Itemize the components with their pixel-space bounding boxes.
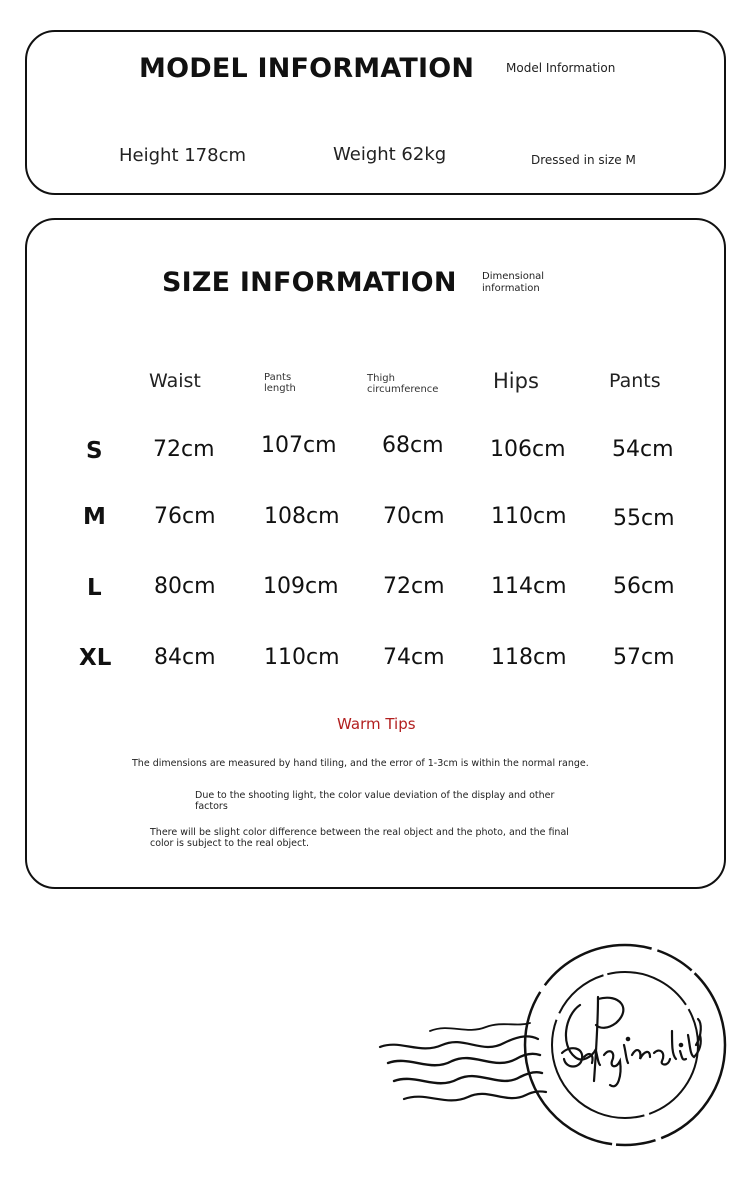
table-cell: 84cm bbox=[154, 645, 216, 670]
table-cell: 118cm bbox=[491, 645, 567, 670]
table-cell: 109cm bbox=[263, 574, 339, 599]
table-cell: 110cm bbox=[264, 645, 340, 670]
table-cell: 68cm bbox=[382, 433, 444, 458]
model-information-card bbox=[25, 30, 726, 195]
table-cell: 56cm bbox=[613, 574, 675, 599]
size-info-title: SIZE INFORMATION bbox=[162, 267, 457, 298]
col-header-pants-length: Pants length bbox=[264, 372, 296, 394]
size-label-m: M bbox=[83, 504, 106, 530]
signature-script bbox=[562, 997, 701, 1086]
model-info-subtitle: Model Information bbox=[506, 61, 616, 75]
table-cell: 55cm bbox=[613, 506, 675, 531]
size-label-l: L bbox=[87, 575, 102, 601]
postmark-wave-lines bbox=[380, 1023, 546, 1100]
table-cell: 107cm bbox=[261, 433, 337, 458]
table-cell: 70cm bbox=[383, 504, 445, 529]
size-info-subtitle: Dimensional information bbox=[482, 271, 545, 294]
model-dressed-size: Dressed in size M bbox=[531, 153, 636, 167]
col-header-hips: Hips bbox=[493, 369, 539, 393]
tip-item: The dimensions are measured by hand tiling, and the error of 1-3cm is within the normal range. bbox=[132, 758, 589, 769]
table-cell: 114cm bbox=[491, 574, 567, 599]
model-weight: Weight 62kg bbox=[333, 144, 447, 165]
model-info-title: MODEL INFORMATION bbox=[139, 53, 475, 84]
tip-item: There will be slight color difference between the real object and the photo, and the final color is subject to the real object. bbox=[150, 827, 569, 849]
col-header-thigh: Thigh circumference bbox=[367, 373, 439, 395]
table-cell: 74cm bbox=[383, 645, 445, 670]
table-cell: 72cm bbox=[153, 437, 215, 462]
table-cell: 76cm bbox=[154, 504, 216, 529]
originality-stamp bbox=[370, 935, 730, 1155]
table-cell: 72cm bbox=[383, 574, 445, 599]
size-label-s: S bbox=[86, 438, 103, 464]
tip-item: Due to the shooting light, the color value deviation of the display and other factors bbox=[195, 790, 555, 812]
table-cell: 57cm bbox=[613, 645, 675, 670]
table-cell: 80cm bbox=[154, 574, 216, 599]
table-cell: 108cm bbox=[264, 504, 340, 529]
col-header-pants: Pants bbox=[609, 370, 661, 392]
model-height: Height 178cm bbox=[119, 145, 247, 166]
warm-tips-title: Warm Tips bbox=[337, 715, 416, 733]
table-cell: 110cm bbox=[491, 504, 567, 529]
size-information-card bbox=[25, 218, 726, 889]
table-cell: 106cm bbox=[490, 437, 566, 462]
table-cell: 54cm bbox=[612, 437, 674, 462]
size-label-xl: XL bbox=[79, 645, 112, 671]
col-header-waist: Waist bbox=[149, 370, 201, 392]
